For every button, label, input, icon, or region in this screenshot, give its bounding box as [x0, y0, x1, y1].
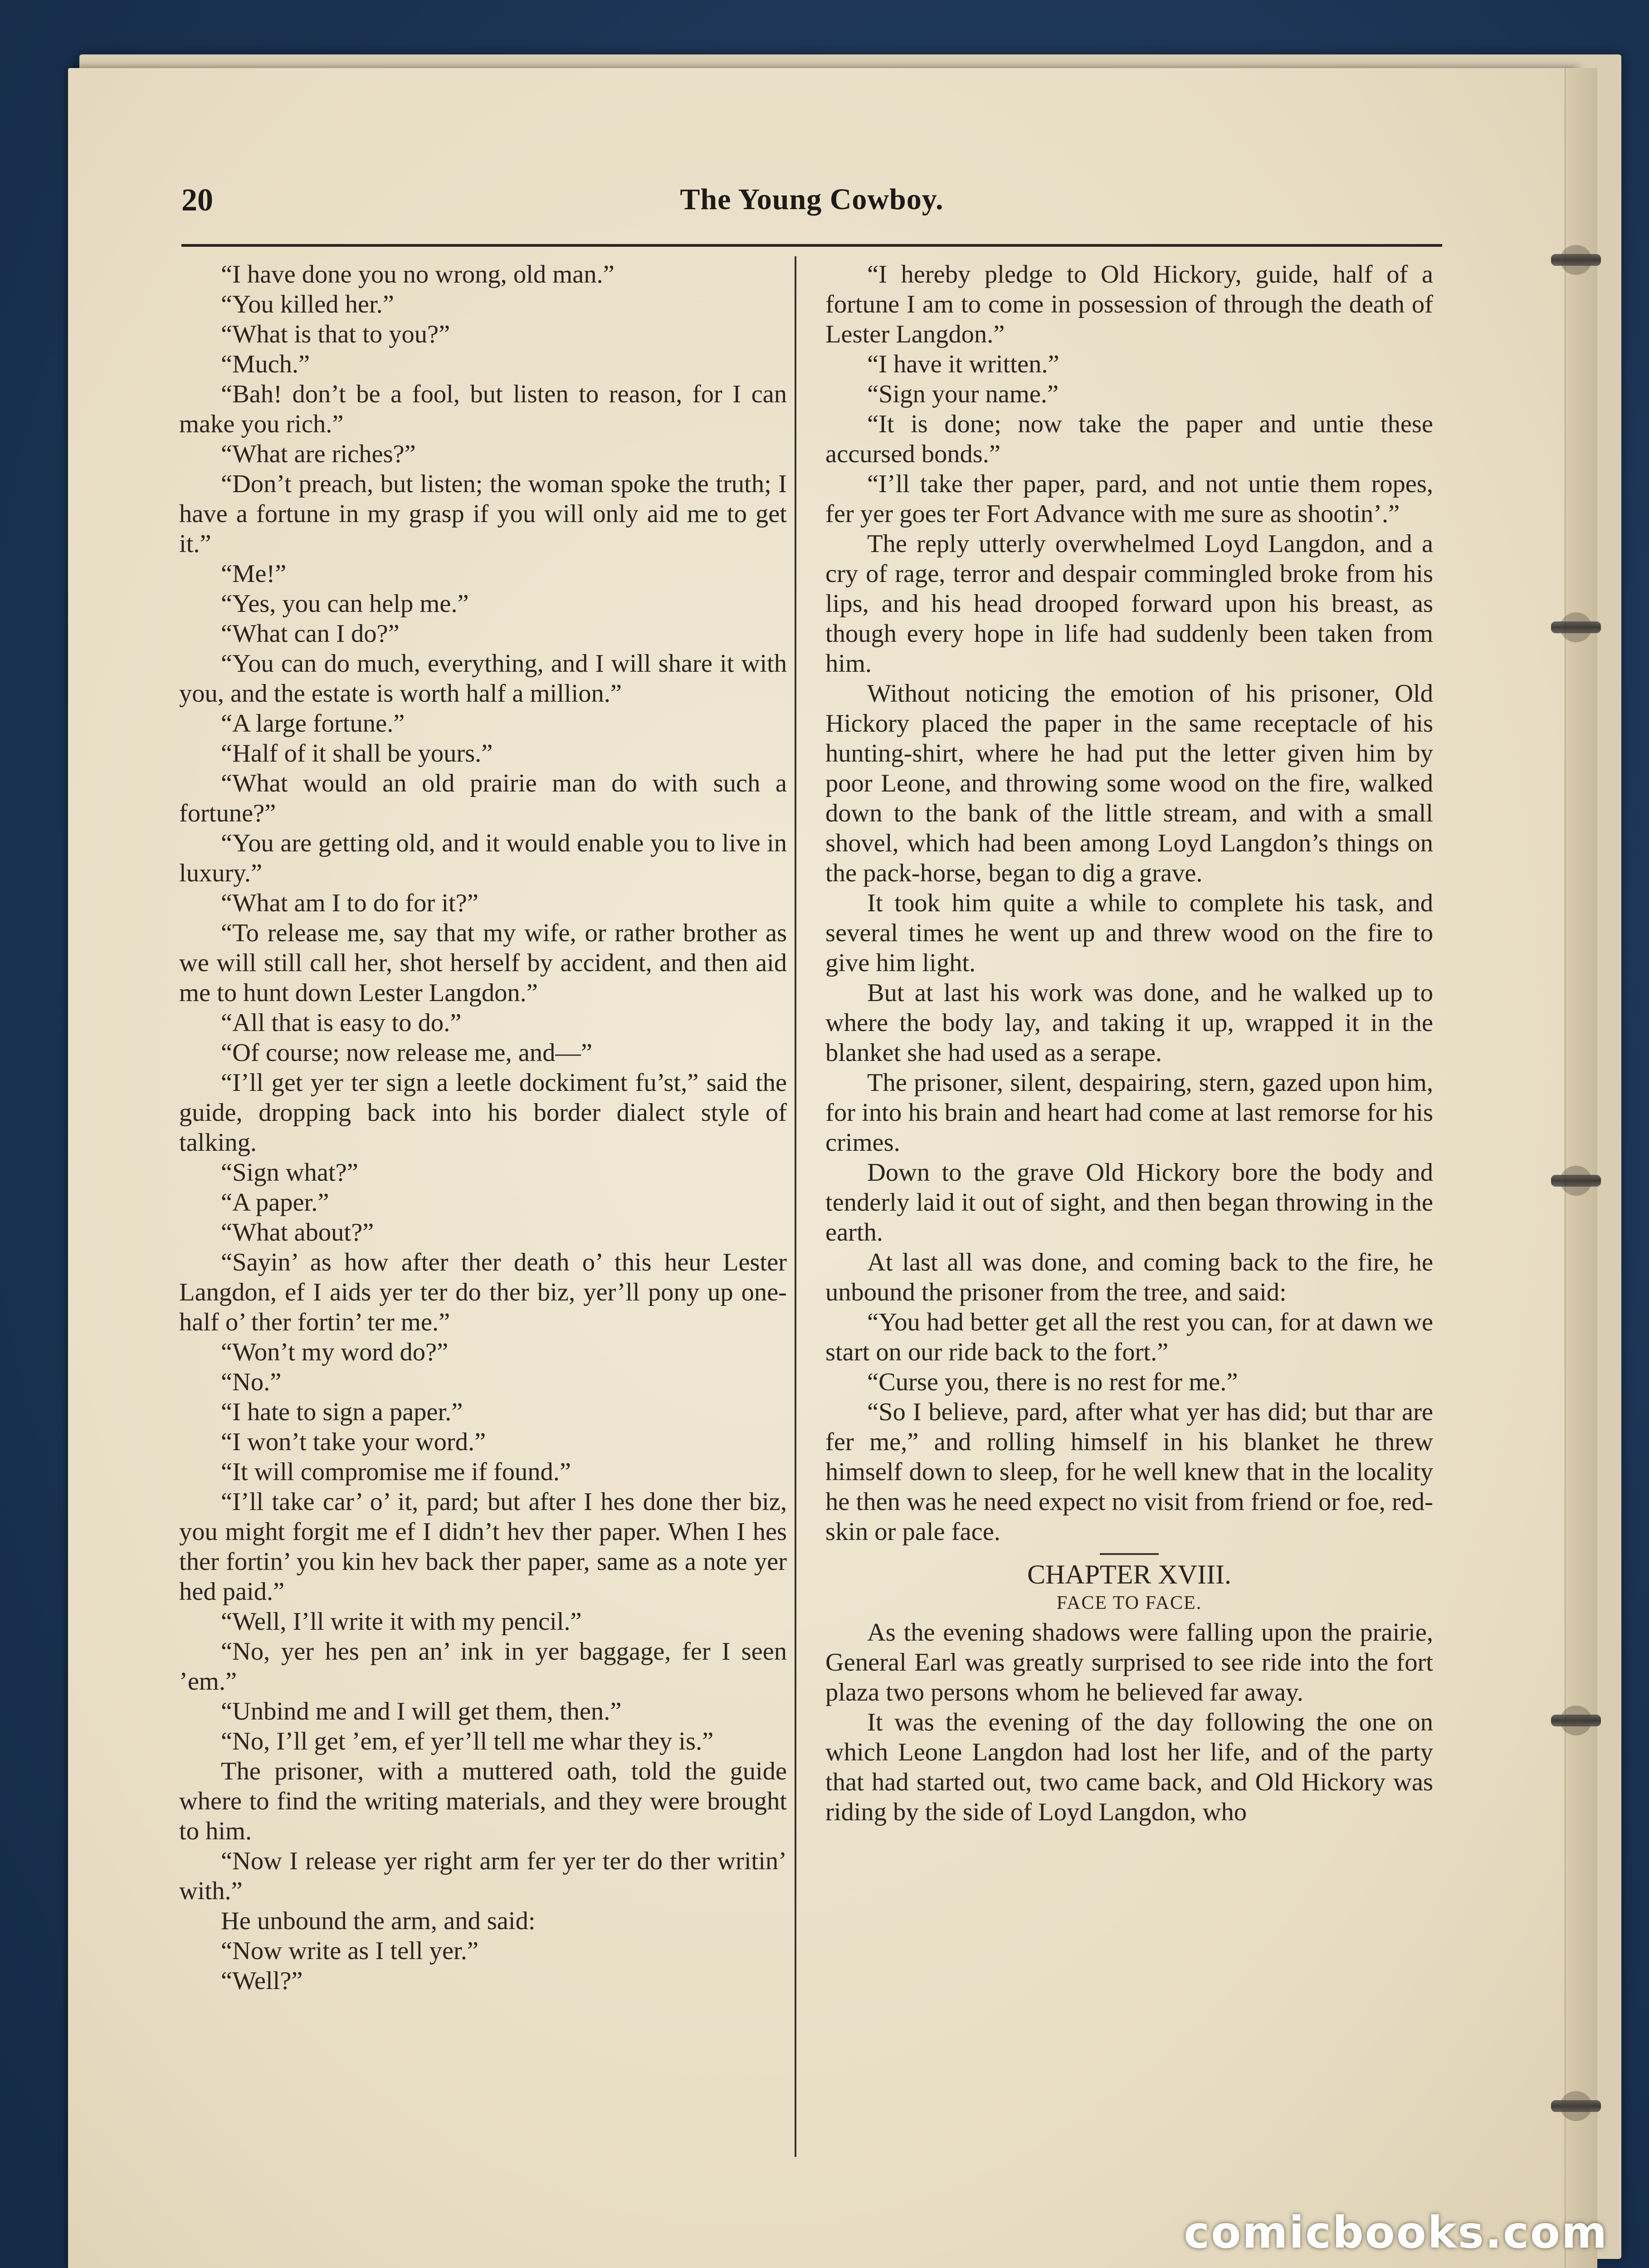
paragraph: “What would an old prairie man do with such a fortune?” [179, 769, 787, 827]
left-column [179, 259, 787, 1996]
header-rule [181, 244, 1442, 247]
paragraph: “Bah! don’t be a fool, but listen to reason, for I can make you rich.” [179, 380, 787, 438]
paragraph: “Well?” [221, 1967, 303, 1995]
paragraph: “I’ll take ther paper, pard, and not untie them ropes, fer yer goes ter Fort Advance with me sure as shootin’.” [825, 470, 1433, 528]
watermark: comicbooks.com [1184, 2207, 1608, 2258]
staple [1551, 2100, 1601, 2112]
paragraph: “Sign your name.” [867, 380, 1059, 408]
paragraph: “Sayin’ as how after ther death o’ this heur Lester Langdon, ef I aids yer ter do ther biz, yer’ll pony up one-half o’ ther fortin’ ter me.” [179, 1248, 787, 1336]
paragraph: “Well, I’ll write it with my pencil.” [221, 1608, 582, 1636]
paragraph: The prisoner, with a muttered oath, told the guide where to find the writing materials, and they were brought to him. [179, 1757, 787, 1845]
paragraph: It took him quite a while to complete his task, and several times he went up and threw wood on the fire to give him light. [825, 889, 1433, 977]
paragraph: “I hereby pledge to Old Hickory, guide, half of a fortune I am to come in possession of through the death of Lester Langdon.” [825, 260, 1433, 348]
paragraph: “You are getting old, and it would enable you to live in luxury.” [179, 829, 787, 887]
paragraph: “It will compromise me if found.” [221, 1458, 571, 1486]
paragraph: Without noticing the emotion of his prisoner, Old Hickory placed the paper in the same receptacle of his hunting-shirt, where he had put the letter given him by poor Leone, and throwing some wood on the fire, walked down to the bank of the little stream, and with a small shovel, which had been among Loyd Langdon’s things on the pack-horse, began to dig a grave. [825, 679, 1433, 887]
paragraph: “You had better get all the rest you can, for at dawn we start on our ride back to the fort.” [825, 1308, 1433, 1366]
right-column [825, 259, 1433, 1827]
paragraph: “What can I do?” [221, 620, 400, 648]
paragraph: “Half of it shall be yours.” [221, 739, 493, 767]
paragraph: “I won’t take your word.” [221, 1428, 486, 1456]
paragraph: “Unbind me and I will get them, then.” [221, 1697, 622, 1725]
paragraph: “Of course; now release me, and—” [221, 1039, 592, 1067]
page-header [181, 178, 1442, 246]
paragraph: “A paper.” [221, 1188, 329, 1217]
paragraph: “What am I to do for it?” [221, 889, 478, 917]
paragraph: “No, I’ll get ’em, ef yer’ll tell me whar they is.” [221, 1727, 714, 1755]
right-column-chapter-text [825, 1618, 1433, 1827]
paragraph: “Don’t preach, but listen; the woman spoke the truth; I have a fortune in my grasp if you will only aid me to get it.” [179, 470, 787, 558]
paragraph: “I have it written.” [867, 350, 1059, 378]
paragraph: But at last his work was done, and he walked up to where the body lay, and taking it up, wrapped it in the blanket she had used as a serape. [825, 979, 1433, 1067]
paragraph: “A large fortune.” [221, 709, 405, 738]
staple [1551, 1175, 1601, 1187]
paragraph: “I’ll get yer ter sign a leetle dockiment fu’st,” said the guide, dropping back into his border dialect style of talking. [179, 1069, 787, 1157]
paragraph: “No, yer hes pen an’ ink in yer baggage, fer I seen ’em.” [179, 1637, 787, 1696]
paragraph: “All that is easy to do.” [221, 1009, 462, 1037]
paragraph: “Sign what?” [221, 1158, 358, 1187]
paragraph: At last all was done, and coming back to the fire, he unbound the prisoner from the tree, and said: [825, 1248, 1433, 1306]
chapter-subtitle: FACE TO FACE. [1056, 1593, 1202, 1613]
paragraph: “Me!” [221, 560, 287, 588]
paragraph: “Yes, you can help me.” [221, 590, 469, 618]
paragraph: He unbound the arm, and said: [221, 1907, 536, 1935]
paragraph: It was the evening of the day following the one on which Leone Langdon had lost her life, and of the party that had started out, two came back, and Old Hickory was riding by the side of Loyd Langdon, who [825, 1708, 1433, 1826]
chapter-rule [1100, 1553, 1159, 1555]
running-title: The Young Cowboy. [680, 183, 944, 216]
paragraph: “I hate to sign a paper.” [221, 1398, 463, 1426]
staple [1551, 621, 1601, 633]
paragraph: “Much.” [221, 350, 310, 378]
paragraph: “What are riches?” [221, 440, 416, 468]
right-column-text [825, 259, 1433, 1547]
paragraph: “You can do much, everything, and I will share it with you, and the estate is worth half a million.” [179, 650, 787, 708]
paragraph: “What about?” [221, 1218, 374, 1246]
paragraph: “I’ll take car’ o’ it, pard; but after I hes done ther biz, you might forgit me ef I didn’t hev ther paper. When I hes ther fortin’ you kin hev back ther paper, same as a note yer hed paid.” [179, 1488, 787, 1606]
page-number: 20 [181, 183, 213, 218]
paragraph: “I have done you no wrong, old man.” [221, 260, 615, 288]
staple [1551, 1715, 1601, 1726]
paragraph: “What is that to you?” [221, 320, 450, 348]
paragraph: “Curse you, there is no rest for me.” [867, 1368, 1238, 1396]
paragraph: The reply utterly overwhelmed Loyd Langdon, and a cry of rage, terror and despair commingled broke from his lips, and his head drooped forward upon his breast, as though every hope in life had suddenly been taken from him. [825, 530, 1433, 678]
paragraph: “Won’t my word do?” [221, 1338, 449, 1366]
chapter-title: CHAPTER XVIII. [1027, 1559, 1231, 1589]
paragraph: The prisoner, silent, despairing, stern, gazed upon him, for into his brain and heart had come at last remorse for his crimes. [825, 1069, 1433, 1157]
paragraph: “So I believe, pard, after what yer has did; but thar are fer me,” and rolling himself in his blanket he threw himself down to sleep, for he well knew that in the locality he then was he need expect no visit from friend or foe, red-skin or pale face. [825, 1398, 1433, 1546]
paragraph: As the evening shadows were falling upon the prairie, General Earl was greatly surprised to see ride into the fort plaza two persons whom he believed far away. [825, 1618, 1433, 1706]
paragraph: “No.” [221, 1368, 282, 1396]
paragraph: “You killed her.” [221, 290, 394, 318]
column-divider [795, 256, 796, 2157]
paragraph: “Now write as I tell yer.” [221, 1937, 478, 1965]
paragraph: “It is done; now take the paper and untie these accursed bonds.” [825, 410, 1433, 468]
paragraph: Down to the grave Old Hickory bore the body and tenderly laid it out of sight, and then began throwing in the earth. [825, 1158, 1433, 1246]
paragraph: “To release me, say that my wife, or rather brother as we will still call her, shot herself by accident, and then aid me to hunt down Lester Langdon.” [179, 919, 787, 1007]
paragraph: “Now I release yer right arm fer yer ter do ther writin’ with.” [179, 1847, 787, 1905]
staple [1551, 254, 1601, 266]
